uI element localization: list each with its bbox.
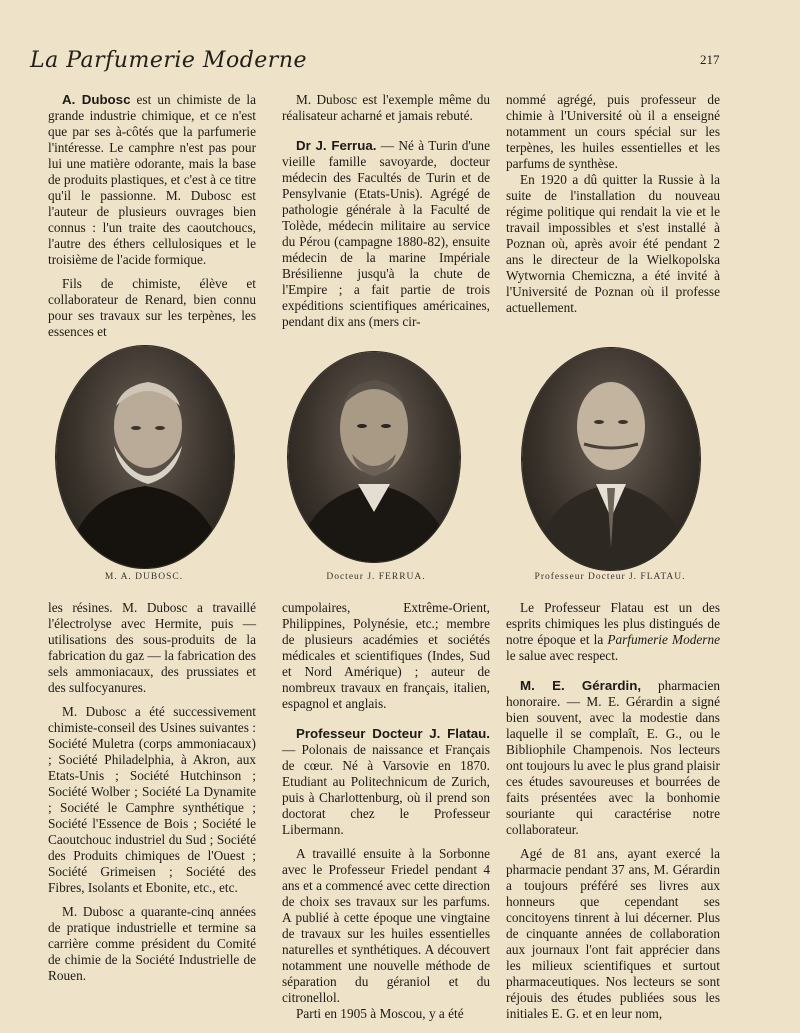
person-name: Professeur Docteur J. Flatau. <box>296 726 490 741</box>
paragraph: Fils de chimiste, élève et collaborateur de Renard, bien connu pour ses travaux sur les terpènes, les essences et <box>48 276 256 339</box>
paragraph: Agé de 81 ans, ayant exercé la pharmacie pendant 37 ans, M. Gérardin a toujours préféré ses livres aux honneurs que cependant ses concitoyens tinrent à lui décerner. Plus de cinquante années de collaboration aux journaux l'ont fait apprécier dans les milieux scientifiques et surtout pharmaceutiques. Nos lecteurs se sont réjouis des études publiées sous les initiales E. G. et en leur nom, <box>506 846 720 1021</box>
paragraph-text: le salue avec respect. <box>506 648 619 663</box>
person-name: Dr J. Ferrua. <box>296 138 377 153</box>
paragraph-text: pharmacien honoraire. — M. E. Gérardin a signé bien souvent, avec la modestie dans laquelle il se complaît, E. G., ou le Bibliophile Champenois. Nos lecteurs ont toujours lu avec le plus grand plaisir ces études savoureuses et bourrées de faits présentées avec la bonhomie souriante qui caractérise notre collaborateur. <box>506 678 720 837</box>
paragraph-text: — Polonais de naissance et Français de cœur. Né à Varsovie en 1870. Etudiant au Politechnicum de Zurich, puis à Charlottenburg, où il prend son doctorat chez le Professeur Libermann. <box>282 742 490 837</box>
paragraph: les résines. M. Dubosc a travaillé l'électrolyse avec Hermite, puis — utilisations des sous-produits de la fabrication du gaz — la fabrication des sels ammoniacaux, des prussiates et des sulfocyanures. <box>48 600 256 695</box>
portrait-illustration <box>56 346 234 568</box>
masthead-title: La Parfumerie Moderne <box>30 48 308 73</box>
paragraph <box>506 678 720 838</box>
column-2-top <box>282 92 490 330</box>
paragraph: cumpolaires, Extrême-Orient, Philippines, Polynésie, etc.; membre de plusieurs académies et sociétés médicales et scientifiques (Indes, Sud et Nord Amérique) ; auteur de nombreux travaux en français, italien, espagnol et anglais. <box>282 600 490 711</box>
portrait-photo-ferrua <box>288 352 460 562</box>
portrait-photo-dubosc <box>56 346 234 568</box>
paragraph <box>282 726 490 838</box>
paragraph-text: est un chimiste de la grande industrie chimique, et ce n'est que par ses à-côtés que la parfumerie l'intéresse. Le camphre n'est pas pour lui une matière odorante, mais la base de produits plastiques, et c'est à ce titre qu'il le passionne. M. Dubosc est l'auteur de plusieurs ouvrages bien connus : l'un traite des caoutchoucs, l'autre des éthers cellulosiques et le troisième de l'acide formique. <box>48 92 256 267</box>
paragraph: M. Dubosc a été successivement chimiste-conseil des Usines suivantes : Société Muletra (corps ammoniacaux) ; Société Philadelphia, à Akron, aux Etats-Unis ; Société Hutchinson ; Société Wolber ; Société La Dynamite ; Société le Camphre synthétique ; Société l'Essence de Bois ; Société le Caoutchouc industriel du Sud ; Société des Produits chimiques de l'Ouest ; Société Grimeisen ; Société des Fibres, Isolants et Ebonite, etc., etc. <box>48 704 256 895</box>
magazine-title-italic: Parfumerie Moderne <box>607 632 720 647</box>
paragraph <box>506 600 720 664</box>
page-number: 217 <box>700 52 720 67</box>
paragraph: nommé agrégé, puis professeur de chimie à l'Université où il a enseigné notamment un cours spécial sur les terpènes, les huiles essentielles et les parfums de synthèse. <box>506 92 720 171</box>
column-1-top <box>48 92 256 340</box>
paragraph: M. Dubosc a quarante-cinq années de pratique industrielle et termine sa carrière comme président du Comité de chimie de la Société Industrielle de Rouen. <box>48 904 256 983</box>
portrait-photo-flatau <box>522 348 700 570</box>
caption-ferrua: Docteur J. FERRUA. <box>326 572 426 582</box>
paragraph-text: Le Professeur Flatau est un des esprits chimiques les plus distingués de notre époque et la <box>506 600 720 647</box>
paragraph <box>48 92 256 268</box>
portrait-illustration <box>522 348 700 570</box>
portrait-illustration <box>288 352 460 562</box>
person-name: A. Dubosc <box>62 92 131 107</box>
paragraph <box>282 138 490 330</box>
paragraph: Parti en 1905 à Moscou, y a été <box>296 1006 464 1021</box>
paragraph: En 1920 a dû quitter la Russie à la suite de l'installation du nouveau régime politique qui rendait la vie et le travail impossibles et s'est installé à Poznan où, après avoir été pendant 2 ans le directeur de la Wielkopolska Wytwornia Chemiczna, a été invité à l'Université de Poznan où il professe actuellement. <box>506 172 720 315</box>
paragraph: A travaillé ensuite à la Sorbonne avec le Professeur Friedel pendant 4 ans et a commencé avec cette direction de choix ses travaux sur les parfums. A publié à cette époque une vingtaine de travaux sur les huiles essentielles naturelles et synthétiques. A découvert notamment une nouvelle méthode de séparation du géraniol et du citronellol. <box>282 846 490 1005</box>
column-3-top <box>506 92 720 316</box>
column-1-bottom <box>48 600 256 984</box>
caption-dubosc: M. A. DUBOSC. <box>104 572 184 582</box>
caption-flatau: Professeur Docteur J. FLATAU. <box>534 572 686 582</box>
person-name: M. E. Gérardin, <box>520 678 642 693</box>
column-2-bottom <box>282 600 490 1022</box>
paragraph: M. Dubosc est l'exemple même du réalisateur acharné et jamais rebuté. <box>282 92 490 123</box>
paragraph-text: — Né à Turin d'une vieille famille savoyarde, docteur médecin des Facultés de Turin et de Pensylvanie (Etats-Unis). Agrégé de pathologie générale à la Faculté de Tolède, médecin militaire au service du Pérou (campagne 1880-82), ensuite médecin de la marine Impériale Brésilienne jusqu'à la chute de l'Empire ; a fait partie de trois expéditions scientifiques américaines, pendant dix ans (mers cir- <box>282 138 490 329</box>
column-3-bottom <box>506 600 720 1022</box>
